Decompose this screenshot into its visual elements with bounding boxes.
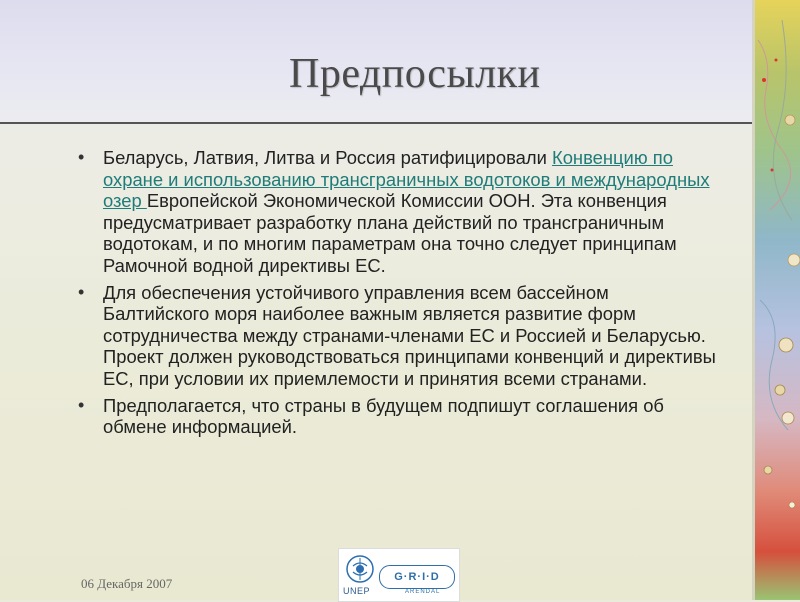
bullet-marker: • (78, 394, 85, 415)
bullet-item-2 (78, 282, 718, 390)
footer-date: 06 Декабря 2007 (81, 576, 173, 591)
arendal-label: ARENDAL (405, 589, 441, 595)
bullet-1-text-start: Беларусь, Латвия, Литва и Россия ратифицировали (103, 147, 552, 168)
unep-emblem-icon (345, 554, 375, 584)
bullet-item-3 (78, 395, 718, 438)
title-divider (0, 122, 752, 124)
bullet-item-1 (78, 147, 718, 277)
bullet-1-text-end: Европейской Экономической Комиссии ООН. Эта конвенция предусматривает разработку плана действий по трансграничным водотокам, и по многим параметрам она точно следует принципам Рамочной водной директивы ЕС. (103, 190, 677, 276)
title-area (0, 0, 752, 124)
bullet-marker: • (78, 281, 85, 302)
bullet-2-text: Для обеспечения устойчивого управления всем бассейном Балтийского моря наиболее важным является развитие форм сотрудничества между странами-членами ЕС и Россией и Беларусью. Проект должен руководствоваться принципами конвенций и директивы ЕС, при условии их приемлемости и принятия всеми странами. (103, 281, 716, 389)
map-decoration-strip (752, 0, 800, 600)
unep-grid-logo (338, 548, 460, 602)
grid-label: G·R·I·D (379, 565, 455, 589)
slide-title: Предпосылки (289, 51, 541, 97)
bullet-3-text: Предполагается, что страны в будущем подпишут соглашения об обмене информацией. (103, 394, 664, 438)
bullet-marker: • (78, 147, 85, 167)
bullet-list (78, 147, 718, 443)
unep-label: UNEP (343, 586, 371, 596)
convention-link[interactable]: Конвенцию по охране и использованию трансграничных водотоков и международных озер (103, 147, 710, 212)
